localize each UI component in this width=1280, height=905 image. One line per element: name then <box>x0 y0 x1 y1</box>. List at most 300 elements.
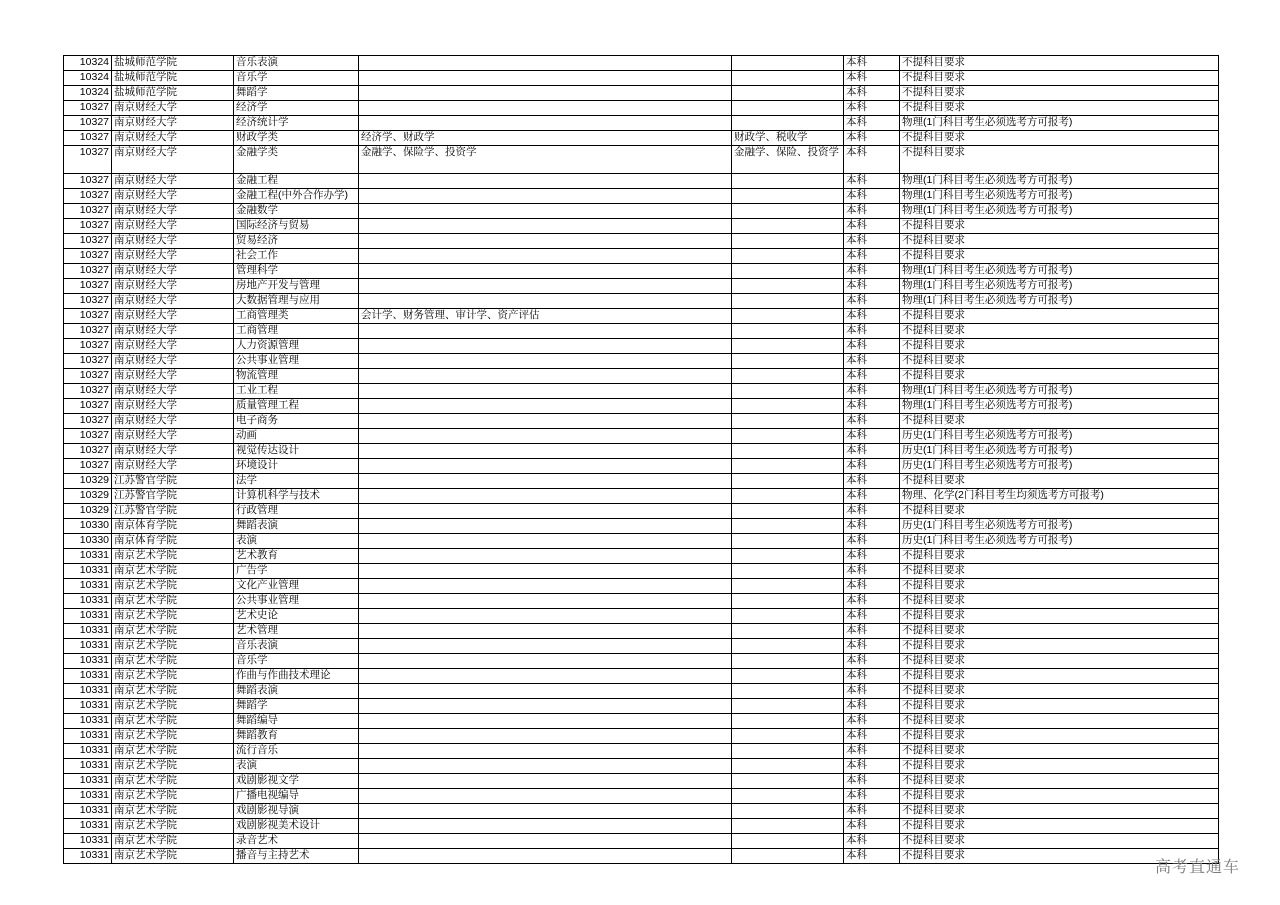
cell-major-name: 表演 <box>234 534 359 549</box>
table-row <box>64 639 1219 654</box>
cell-subject-requirement: 不提科目要求 <box>900 339 1219 354</box>
cell-major-direction <box>359 759 732 774</box>
cell-level: 本科 <box>844 669 900 684</box>
table-row <box>64 384 1219 399</box>
table-row <box>64 579 1219 594</box>
cell-major-direction: 经济学、财政学 <box>359 131 732 146</box>
cell-major-direction <box>359 564 732 579</box>
cell-subject-requirement: 不提科目要求 <box>900 549 1219 564</box>
cell-level: 本科 <box>844 459 900 474</box>
cell-school-code: 10327 <box>64 131 112 146</box>
cell-note <box>732 56 844 71</box>
cell-subject-requirement: 不提科目要求 <box>900 309 1219 324</box>
cell-subject-requirement: 物理(1门科目考生必须选考方可报考) <box>900 204 1219 219</box>
cell-school-code: 10330 <box>64 534 112 549</box>
cell-school-name: 南京财经大学 <box>112 279 234 294</box>
cell-subject-requirement: 物理(1门科目考生必须选考方可报考) <box>900 399 1219 414</box>
major-table-container <box>63 55 1218 864</box>
cell-major-direction <box>359 279 732 294</box>
cell-note <box>732 744 844 759</box>
cell-school-name: 南京财经大学 <box>112 339 234 354</box>
cell-major-direction <box>359 474 732 489</box>
cell-note <box>732 669 844 684</box>
table-row <box>64 249 1219 264</box>
cell-major-direction <box>359 504 732 519</box>
cell-note <box>732 714 844 729</box>
table-row <box>64 609 1219 624</box>
cell-note <box>732 639 844 654</box>
table-row <box>64 309 1219 324</box>
cell-subject-requirement: 物理(1门科目考生必须选考方可报考) <box>900 294 1219 309</box>
table-row <box>64 234 1219 249</box>
cell-major-direction <box>359 294 732 309</box>
cell-school-name: 南京财经大学 <box>112 459 234 474</box>
cell-level: 本科 <box>844 504 900 519</box>
cell-school-name: 江苏警官学院 <box>112 489 234 504</box>
table-row <box>64 759 1219 774</box>
cell-subject-requirement: 不提科目要求 <box>900 504 1219 519</box>
cell-subject-requirement: 不提科目要求 <box>900 249 1219 264</box>
cell-school-code: 10329 <box>64 504 112 519</box>
cell-school-code: 10331 <box>64 744 112 759</box>
cell-note <box>732 234 844 249</box>
cell-subject-requirement: 不提科目要求 <box>900 789 1219 804</box>
cell-school-name: 南京财经大学 <box>112 414 234 429</box>
cell-school-code: 10331 <box>64 714 112 729</box>
cell-major-name: 舞蹈学 <box>234 86 359 101</box>
cell-subject-requirement: 不提科目要求 <box>900 639 1219 654</box>
cell-note <box>732 86 844 101</box>
cell-major-name: 舞蹈表演 <box>234 684 359 699</box>
cell-major-name: 电子商务 <box>234 414 359 429</box>
cell-school-code: 10327 <box>64 339 112 354</box>
cell-school-code: 10331 <box>64 609 112 624</box>
cell-school-name: 南京财经大学 <box>112 264 234 279</box>
cell-note <box>732 204 844 219</box>
cell-subject-requirement: 不提科目要求 <box>900 819 1219 834</box>
cell-major-name: 金融数学 <box>234 204 359 219</box>
cell-major-direction <box>359 71 732 86</box>
cell-major-direction <box>359 384 732 399</box>
cell-school-code: 10331 <box>64 579 112 594</box>
cell-note <box>732 804 844 819</box>
cell-level: 本科 <box>844 849 900 864</box>
cell-note <box>732 849 844 864</box>
cell-school-code: 10327 <box>64 279 112 294</box>
cell-level: 本科 <box>844 264 900 279</box>
cell-subject-requirement: 物理(1门科目考生必须选考方可报考) <box>900 174 1219 189</box>
cell-school-code: 10327 <box>64 324 112 339</box>
cell-level: 本科 <box>844 339 900 354</box>
cell-school-name: 南京财经大学 <box>112 174 234 189</box>
table-row <box>64 146 1219 174</box>
cell-school-name: 南京艺术学院 <box>112 684 234 699</box>
cell-school-name: 南京艺术学院 <box>112 579 234 594</box>
cell-level: 本科 <box>844 489 900 504</box>
cell-level: 本科 <box>844 774 900 789</box>
cell-level: 本科 <box>844 279 900 294</box>
table-row <box>64 849 1219 864</box>
cell-major-name: 工商管理 <box>234 324 359 339</box>
cell-school-name: 南京财经大学 <box>112 146 234 174</box>
cell-school-code: 10327 <box>64 101 112 116</box>
table-row <box>64 729 1219 744</box>
cell-subject-requirement: 物理(1门科目考生必须选考方可报考) <box>900 189 1219 204</box>
cell-major-direction <box>359 339 732 354</box>
cell-level: 本科 <box>844 594 900 609</box>
cell-major-direction <box>359 234 732 249</box>
cell-major-direction <box>359 549 732 564</box>
cell-note <box>732 459 844 474</box>
table-row <box>64 264 1219 279</box>
table-row <box>64 279 1219 294</box>
cell-major-name: 舞蹈学 <box>234 699 359 714</box>
cell-major-name: 贸易经济 <box>234 234 359 249</box>
cell-note <box>732 324 844 339</box>
cell-major-direction <box>359 639 732 654</box>
cell-major-direction <box>359 834 732 849</box>
cell-school-code: 10327 <box>64 204 112 219</box>
cell-school-name: 南京艺术学院 <box>112 819 234 834</box>
cell-school-name: 南京财经大学 <box>112 429 234 444</box>
cell-subject-requirement: 不提科目要求 <box>900 744 1219 759</box>
cell-major-name: 房地产开发与管理 <box>234 279 359 294</box>
cell-school-name: 南京艺术学院 <box>112 699 234 714</box>
cell-note <box>732 116 844 131</box>
table-row <box>64 414 1219 429</box>
cell-major-direction <box>359 204 732 219</box>
cell-note <box>732 549 844 564</box>
cell-major-direction <box>359 324 732 339</box>
cell-major-direction <box>359 489 732 504</box>
cell-note <box>732 369 844 384</box>
watermark-label: 高考直通车 <box>1154 859 1240 876</box>
cell-major-direction <box>359 594 732 609</box>
cell-school-code: 10324 <box>64 71 112 86</box>
cell-note <box>732 264 844 279</box>
cell-major-name: 作曲与作曲技术理论 <box>234 669 359 684</box>
cell-school-name: 南京财经大学 <box>112 369 234 384</box>
cell-subject-requirement: 不提科目要求 <box>900 804 1219 819</box>
cell-school-name: 南京艺术学院 <box>112 714 234 729</box>
cell-level: 本科 <box>844 729 900 744</box>
cell-school-code: 10331 <box>64 639 112 654</box>
table-row <box>64 116 1219 131</box>
cell-subject-requirement: 不提科目要求 <box>900 146 1219 174</box>
cell-subject-requirement: 物理(1门科目考生必须选考方可报考) <box>900 384 1219 399</box>
cell-level: 本科 <box>844 579 900 594</box>
cell-school-name: 南京艺术学院 <box>112 774 234 789</box>
cell-major-name: 金融学类 <box>234 146 359 174</box>
cell-school-code: 10327 <box>64 249 112 264</box>
cell-level: 本科 <box>844 834 900 849</box>
cell-note <box>732 444 844 459</box>
cell-school-code: 10327 <box>64 264 112 279</box>
cell-major-name: 动画 <box>234 429 359 444</box>
cell-major-name: 舞蹈教育 <box>234 729 359 744</box>
table-row <box>64 354 1219 369</box>
cell-major-name: 戏剧影视文学 <box>234 774 359 789</box>
cell-school-name: 南京财经大学 <box>112 354 234 369</box>
table-row <box>64 101 1219 116</box>
cell-note <box>732 819 844 834</box>
cell-note <box>732 624 844 639</box>
cell-level: 本科 <box>844 204 900 219</box>
cell-school-name: 南京体育学院 <box>112 519 234 534</box>
cell-subject-requirement: 不提科目要求 <box>900 131 1219 146</box>
cell-subject-requirement: 历史(1门科目考生必须选考方可报考) <box>900 459 1219 474</box>
table-row <box>64 204 1219 219</box>
cell-note <box>732 774 844 789</box>
cell-school-code: 10331 <box>64 774 112 789</box>
cell-note <box>732 399 844 414</box>
table-row <box>64 294 1219 309</box>
cell-school-code: 10327 <box>64 429 112 444</box>
cell-subject-requirement: 物理(1门科目考生必须选考方可报考) <box>900 264 1219 279</box>
cell-note <box>732 279 844 294</box>
cell-major-name: 广告学 <box>234 564 359 579</box>
cell-level: 本科 <box>844 639 900 654</box>
cell-major-name: 音乐表演 <box>234 639 359 654</box>
cell-school-name: 南京财经大学 <box>112 234 234 249</box>
cell-school-code: 10331 <box>64 789 112 804</box>
cell-major-name: 戏剧影视导演 <box>234 804 359 819</box>
cell-level: 本科 <box>844 354 900 369</box>
cell-subject-requirement: 不提科目要求 <box>900 579 1219 594</box>
cell-school-code: 10331 <box>64 564 112 579</box>
cell-note: 金融学、保险、投资学 <box>732 146 844 174</box>
cell-school-name: 南京财经大学 <box>112 384 234 399</box>
cell-note <box>732 309 844 324</box>
table-row <box>64 519 1219 534</box>
cell-school-name: 南京艺术学院 <box>112 744 234 759</box>
cell-major-name: 舞蹈表演 <box>234 519 359 534</box>
cell-major-name: 人力资源管理 <box>234 339 359 354</box>
cell-note <box>732 414 844 429</box>
cell-level: 本科 <box>844 444 900 459</box>
cell-subject-requirement: 不提科目要求 <box>900 624 1219 639</box>
table-row <box>64 219 1219 234</box>
cell-major-direction <box>359 609 732 624</box>
cell-major-name: 舞蹈编导 <box>234 714 359 729</box>
cell-level: 本科 <box>844 744 900 759</box>
cell-school-name: 南京财经大学 <box>112 294 234 309</box>
cell-school-name: 南京艺术学院 <box>112 849 234 864</box>
cell-level: 本科 <box>844 234 900 249</box>
cell-subject-requirement: 不提科目要求 <box>900 234 1219 249</box>
table-row <box>64 624 1219 639</box>
cell-level: 本科 <box>844 819 900 834</box>
cell-level: 本科 <box>844 294 900 309</box>
cell-school-code: 10331 <box>64 684 112 699</box>
cell-school-code: 10324 <box>64 86 112 101</box>
cell-school-name: 盐城师范学院 <box>112 71 234 86</box>
cell-level: 本科 <box>844 714 900 729</box>
cell-major-direction <box>359 819 732 834</box>
cell-major-direction <box>359 429 732 444</box>
cell-note: 财政学、税收学 <box>732 131 844 146</box>
table-row <box>64 744 1219 759</box>
table-row <box>64 714 1219 729</box>
cell-note <box>732 339 844 354</box>
cell-level: 本科 <box>844 624 900 639</box>
cell-level: 本科 <box>844 654 900 669</box>
cell-level: 本科 <box>844 384 900 399</box>
cell-subject-requirement: 历史(1门科目考生必须选考方可报考) <box>900 519 1219 534</box>
cell-major-name: 公共事业管理 <box>234 594 359 609</box>
cell-school-code: 10331 <box>64 699 112 714</box>
cell-school-name: 南京艺术学院 <box>112 759 234 774</box>
cell-school-code: 10327 <box>64 384 112 399</box>
table-row <box>64 339 1219 354</box>
cell-school-code: 10327 <box>64 309 112 324</box>
cell-subject-requirement: 不提科目要求 <box>900 219 1219 234</box>
cell-major-direction <box>359 369 732 384</box>
cell-subject-requirement: 不提科目要求 <box>900 654 1219 669</box>
cell-subject-requirement: 不提科目要求 <box>900 699 1219 714</box>
cell-note <box>732 684 844 699</box>
cell-major-direction <box>359 414 732 429</box>
cell-note <box>732 489 844 504</box>
cell-major-name: 工业工程 <box>234 384 359 399</box>
cell-level: 本科 <box>844 474 900 489</box>
table-row <box>64 131 1219 146</box>
cell-major-name: 表演 <box>234 759 359 774</box>
cell-major-name: 文化产业管理 <box>234 579 359 594</box>
cell-school-name: 南京艺术学院 <box>112 609 234 624</box>
table-row <box>64 504 1219 519</box>
cell-major-direction <box>359 189 732 204</box>
cell-school-name: 江苏警官学院 <box>112 474 234 489</box>
cell-level: 本科 <box>844 399 900 414</box>
cell-note <box>732 189 844 204</box>
cell-note <box>732 354 844 369</box>
cell-level: 本科 <box>844 309 900 324</box>
cell-school-code: 10329 <box>64 489 112 504</box>
cell-note <box>732 564 844 579</box>
cell-subject-requirement: 不提科目要求 <box>900 101 1219 116</box>
cell-major-direction <box>359 669 732 684</box>
cell-subject-requirement: 物理(1门科目考生必须选考方可报考) <box>900 279 1219 294</box>
cell-level: 本科 <box>844 414 900 429</box>
cell-note <box>732 174 844 189</box>
cell-school-code: 10327 <box>64 174 112 189</box>
cell-subject-requirement: 不提科目要求 <box>900 474 1219 489</box>
cell-school-name: 南京财经大学 <box>112 116 234 131</box>
cell-note <box>732 834 844 849</box>
cell-major-direction <box>359 744 732 759</box>
cell-level: 本科 <box>844 699 900 714</box>
cell-subject-requirement: 不提科目要求 <box>900 714 1219 729</box>
cell-major-direction <box>359 56 732 71</box>
cell-note <box>732 534 844 549</box>
cell-level: 本科 <box>844 324 900 339</box>
cell-school-name: 南京艺术学院 <box>112 669 234 684</box>
cell-note <box>732 759 844 774</box>
cell-major-name: 经济学 <box>234 101 359 116</box>
cell-major-name: 法学 <box>234 474 359 489</box>
cell-major-name: 行政管理 <box>234 504 359 519</box>
cell-subject-requirement: 不提科目要求 <box>900 669 1219 684</box>
cell-level: 本科 <box>844 684 900 699</box>
cell-major-direction <box>359 534 732 549</box>
cell-subject-requirement: 不提科目要求 <box>900 684 1219 699</box>
cell-school-code: 10331 <box>64 759 112 774</box>
cell-school-name: 南京财经大学 <box>112 444 234 459</box>
cell-school-name: 南京艺术学院 <box>112 624 234 639</box>
cell-major-direction <box>359 519 732 534</box>
cell-major-direction <box>359 219 732 234</box>
cell-major-direction <box>359 804 732 819</box>
cell-note <box>732 519 844 534</box>
cell-note <box>732 71 844 86</box>
cell-major-direction <box>359 264 732 279</box>
table-row <box>64 834 1219 849</box>
cell-major-name: 流行音乐 <box>234 744 359 759</box>
cell-school-name: 南京艺术学院 <box>112 804 234 819</box>
cell-school-name: 南京艺术学院 <box>112 834 234 849</box>
cell-major-name: 质量管理工程 <box>234 399 359 414</box>
cell-level: 本科 <box>844 534 900 549</box>
cell-school-code: 10327 <box>64 369 112 384</box>
cell-subject-requirement: 不提科目要求 <box>900 71 1219 86</box>
cell-level: 本科 <box>844 249 900 264</box>
cell-school-name: 盐城师范学院 <box>112 56 234 71</box>
cell-major-direction <box>359 684 732 699</box>
table-row <box>64 459 1219 474</box>
cell-note <box>732 594 844 609</box>
cell-major-name: 国际经济与贸易 <box>234 219 359 234</box>
cell-major-name: 音乐表演 <box>234 56 359 71</box>
cell-school-name: 南京财经大学 <box>112 131 234 146</box>
cell-school-code: 10331 <box>64 669 112 684</box>
cell-school-code: 10331 <box>64 834 112 849</box>
cell-major-name: 计算机科学与技术 <box>234 489 359 504</box>
cell-school-name: 南京艺术学院 <box>112 549 234 564</box>
cell-major-direction <box>359 789 732 804</box>
table-row <box>64 669 1219 684</box>
cell-major-name: 艺术管理 <box>234 624 359 639</box>
table-row <box>64 399 1219 414</box>
cell-major-name: 艺术史论 <box>234 609 359 624</box>
cell-note <box>732 654 844 669</box>
cell-level: 本科 <box>844 71 900 86</box>
cell-major-name: 广播电视编导 <box>234 789 359 804</box>
cell-level: 本科 <box>844 86 900 101</box>
table-row <box>64 429 1219 444</box>
cell-major-name: 社会工作 <box>234 249 359 264</box>
cell-major-name: 戏剧影视美术设计 <box>234 819 359 834</box>
cell-major-name: 金融工程 <box>234 174 359 189</box>
cell-subject-requirement: 不提科目要求 <box>900 729 1219 744</box>
cell-school-name: 南京财经大学 <box>112 324 234 339</box>
cell-school-name: 南京财经大学 <box>112 189 234 204</box>
cell-school-name: 南京艺术学院 <box>112 789 234 804</box>
cell-major-direction <box>359 774 732 789</box>
table-row <box>64 684 1219 699</box>
cell-major-name: 录音艺术 <box>234 834 359 849</box>
cell-major-name: 环境设计 <box>234 459 359 474</box>
cell-note <box>732 699 844 714</box>
cell-note <box>732 474 844 489</box>
cell-note <box>732 504 844 519</box>
cell-major-direction <box>359 624 732 639</box>
cell-school-code: 10327 <box>64 189 112 204</box>
cell-level: 本科 <box>844 219 900 234</box>
cell-school-code: 10330 <box>64 519 112 534</box>
table-body <box>64 56 1219 864</box>
cell-subject-requirement: 不提科目要求 <box>900 369 1219 384</box>
